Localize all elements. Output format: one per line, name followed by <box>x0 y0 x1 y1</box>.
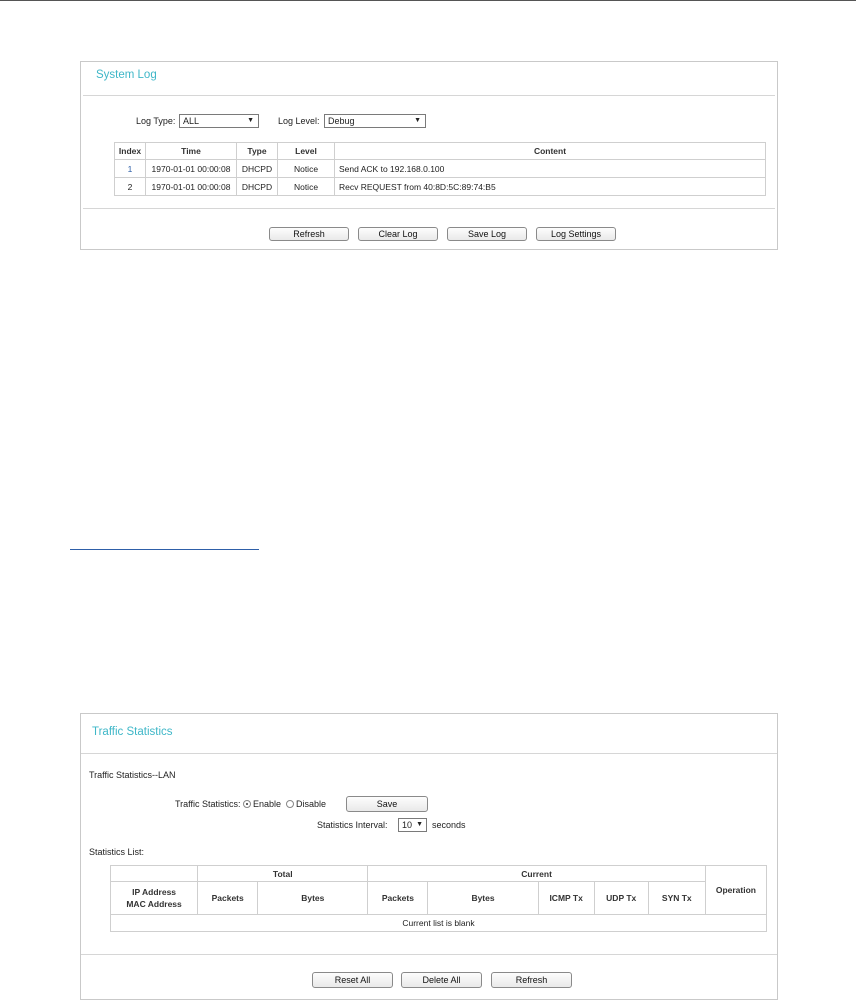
header-current: Current <box>368 866 705 882</box>
log-type-label: Log Type: <box>136 116 176 126</box>
traffic-stats-label: Traffic Statistics: <box>175 799 241 809</box>
header-icmp-tx: ICMP Tx <box>538 882 594 915</box>
header-syn-tx: SYN Tx <box>648 882 705 915</box>
header-operation: Operation <box>705 866 766 915</box>
header-total-packets: Packets <box>198 882 258 915</box>
traffic-statistics-title: Traffic Statistics <box>92 726 173 738</box>
row-time: 1970-01-01 00:00:08 <box>146 178 237 196</box>
header-current-bytes: Bytes <box>428 882 538 915</box>
system-log-bottom-divider <box>83 208 775 209</box>
chevron-down-icon: ▼ <box>414 117 421 124</box>
column-type: Type <box>237 143 278 160</box>
delete-all-button[interactable]: Delete All <box>401 972 482 988</box>
enable-label: Enable <box>253 799 282 809</box>
traffic-enable-option[interactable] <box>243 799 281 809</box>
refresh-button[interactable]: Refresh <box>491 972 572 988</box>
traffic-section-label: Traffic Statistics--LAN <box>89 770 176 780</box>
header-blank <box>111 866 198 882</box>
system-log-panel <box>80 61 778 250</box>
header-mac-address: MAC Address <box>126 899 182 909</box>
header-total-bytes: Bytes <box>258 882 368 915</box>
row-level: Notice <box>278 160 335 178</box>
header-ip-mac <box>111 882 198 915</box>
link-underline <box>70 549 259 550</box>
column-index: Index <box>115 143 146 160</box>
log-level-value: Debug <box>328 116 355 126</box>
radio-disable[interactable] <box>286 800 294 808</box>
table-row <box>115 178 766 196</box>
empty-list-message: Current list is blank <box>111 915 767 932</box>
reset-all-button[interactable]: Reset All <box>312 972 393 988</box>
system-log-table <box>114 142 766 196</box>
radio-enable[interactable] <box>243 800 251 808</box>
chevron-down-icon: ▼ <box>416 821 423 828</box>
clear-log-button[interactable]: Clear Log <box>358 227 438 241</box>
table-row <box>115 160 766 178</box>
table-header-row <box>111 866 767 882</box>
row-time: 1970-01-01 00:00:08 <box>146 160 237 178</box>
table-subheader-row <box>111 882 767 915</box>
column-time: Time <box>146 143 237 160</box>
save-button[interactable]: Save <box>346 796 428 812</box>
row-content: Send ACK to 192.168.0.100 <box>335 160 766 178</box>
traffic-statistics-panel <box>80 713 778 1000</box>
traffic-disable-option[interactable] <box>286 799 326 809</box>
header-ip-address: IP Address <box>132 887 177 897</box>
row-index: 2 <box>115 178 146 196</box>
table-header-row <box>115 143 766 160</box>
statistics-interval-value: 10 <box>402 820 413 830</box>
traffic-bottom-divider <box>81 954 777 955</box>
refresh-button[interactable]: Refresh <box>269 227 349 241</box>
disable-label: Disable <box>296 799 327 809</box>
row-type: DHCPD <box>237 178 278 196</box>
log-level-select[interactable] <box>324 114 426 128</box>
page-top-rule <box>0 0 856 1</box>
log-type-value: ALL <box>183 116 200 126</box>
statistics-interval-unit: seconds <box>432 820 466 830</box>
table-row <box>111 915 767 932</box>
row-level: Notice <box>278 178 335 196</box>
header-udp-tx: UDP Tx <box>594 882 648 915</box>
statistics-interval-label: Statistics Interval: <box>317 820 388 830</box>
statistics-table <box>110 865 767 932</box>
statistics-list-label: Statistics List: <box>89 847 145 857</box>
traffic-title-divider <box>81 753 777 754</box>
header-total: Total <box>198 866 368 882</box>
header-current-packets: Packets <box>368 882 428 915</box>
log-settings-button[interactable]: Log Settings <box>536 227 616 241</box>
column-content: Content <box>335 143 766 160</box>
column-level: Level <box>278 143 335 160</box>
row-index: 1 <box>115 160 146 178</box>
log-type-select[interactable] <box>179 114 259 128</box>
save-log-button[interactable]: Save Log <box>447 227 527 241</box>
system-log-title: System Log <box>96 69 157 81</box>
chevron-down-icon: ▼ <box>247 117 254 124</box>
row-content: Recv REQUEST from 40:8D:5C:89:74:B5 <box>335 178 766 196</box>
log-level-label: Log Level: <box>278 116 320 126</box>
statistics-interval-select[interactable] <box>398 818 427 832</box>
row-type: DHCPD <box>237 160 278 178</box>
system-log-title-divider <box>83 95 775 96</box>
